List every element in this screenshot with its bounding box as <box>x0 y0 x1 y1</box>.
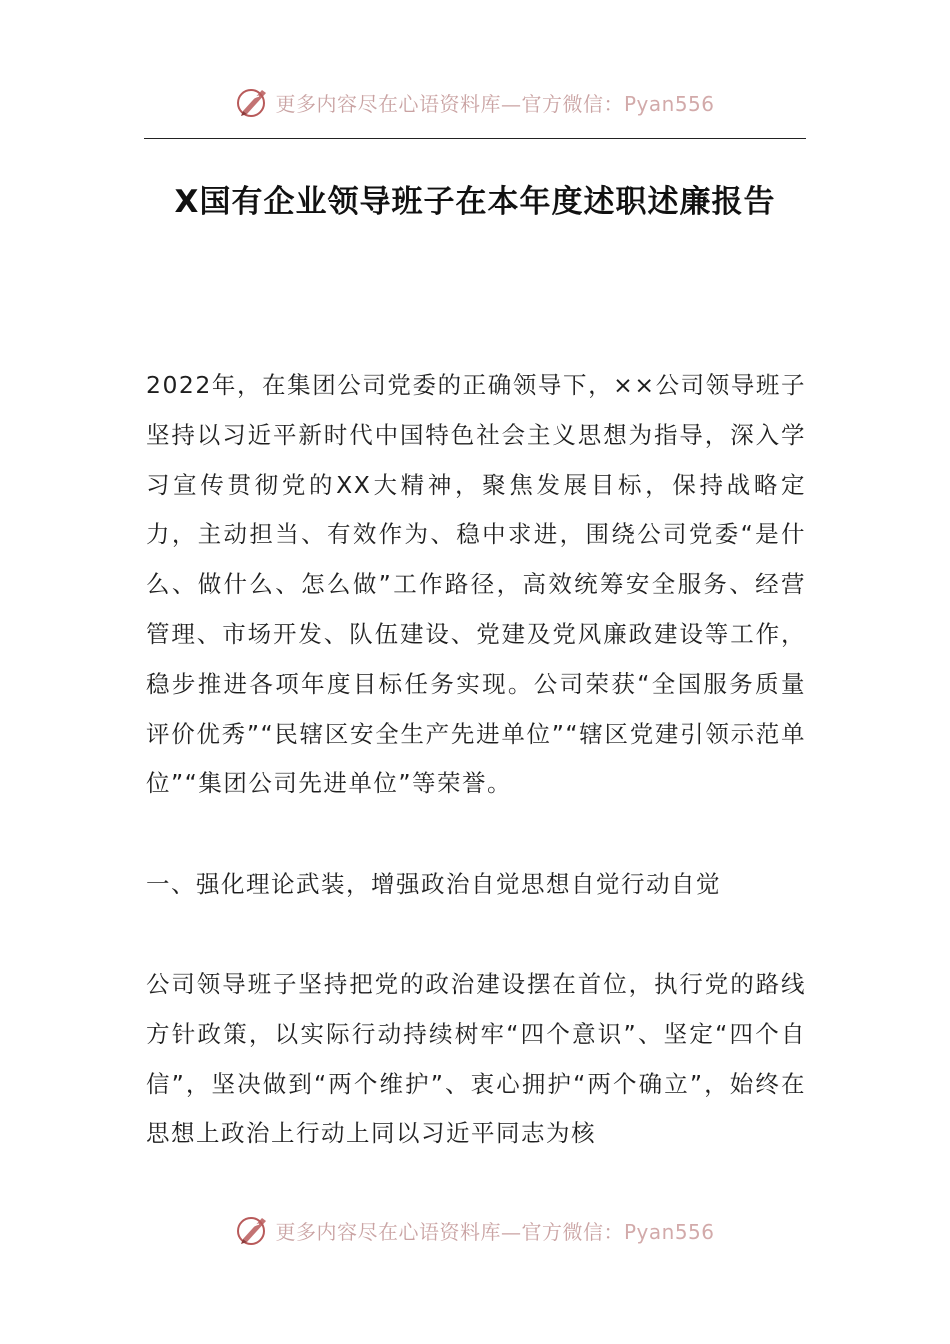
paragraph-section-1: 公司领导班子坚持把党的政治建设摆在首位，执行党的路线方针政策，以实际行动持续树牢“四个意识”、坚定“四个自信”，坚决做到“两个维护”、衷心拥护“两个确立”，始终在思想上政治上行动上同以习近平同志为核 <box>146 970 806 1148</box>
watermark-header <box>0 82 950 122</box>
pen-logo-icon <box>235 84 271 120</box>
watermark-wechat-id: Pyan556 <box>623 1219 715 1244</box>
watermark-footer <box>0 1210 950 1250</box>
watermark-text: 更多内容尽在心语资料库—官方微信：Pyan556 <box>275 91 715 116</box>
pen-logo-icon <box>235 1212 271 1248</box>
paragraph-intro: 2022年，在集团公司党委的正确领导下，××公司领导班子坚持以习近平新时代中国特色社会主义思想为指导，深入学习宣传贯彻党的XX大精神，聚焦发展目标，保持战略定力，主动担当、有效作为、稳中求进，围绕公司党委“是什么、做什么、怎么做”工作路径，高效统筹安全服务、经营管理、市场开发、队伍建设、党建及党风廉政建设等工作，稳步推进各项年度目标任务实现。公司荣获“全国服务质量评价优秀”“民辖区安全生产先进单位”“辖区党建引领示范单位”“集团公司先进单位”等荣誉。 <box>146 371 806 798</box>
watermark-text: 更多内容尽在心语资料库—官方微信：Pyan556 <box>275 1219 715 1244</box>
watermark-wechat-id: Pyan556 <box>623 91 715 116</box>
section-heading-1: 一、强化理论武装，增强政治自觉思想自觉行动自觉 <box>146 870 721 898</box>
header-divider <box>144 138 806 139</box>
document-title: X国有企业领导班子在本年度述职述廉报告 <box>174 184 776 220</box>
